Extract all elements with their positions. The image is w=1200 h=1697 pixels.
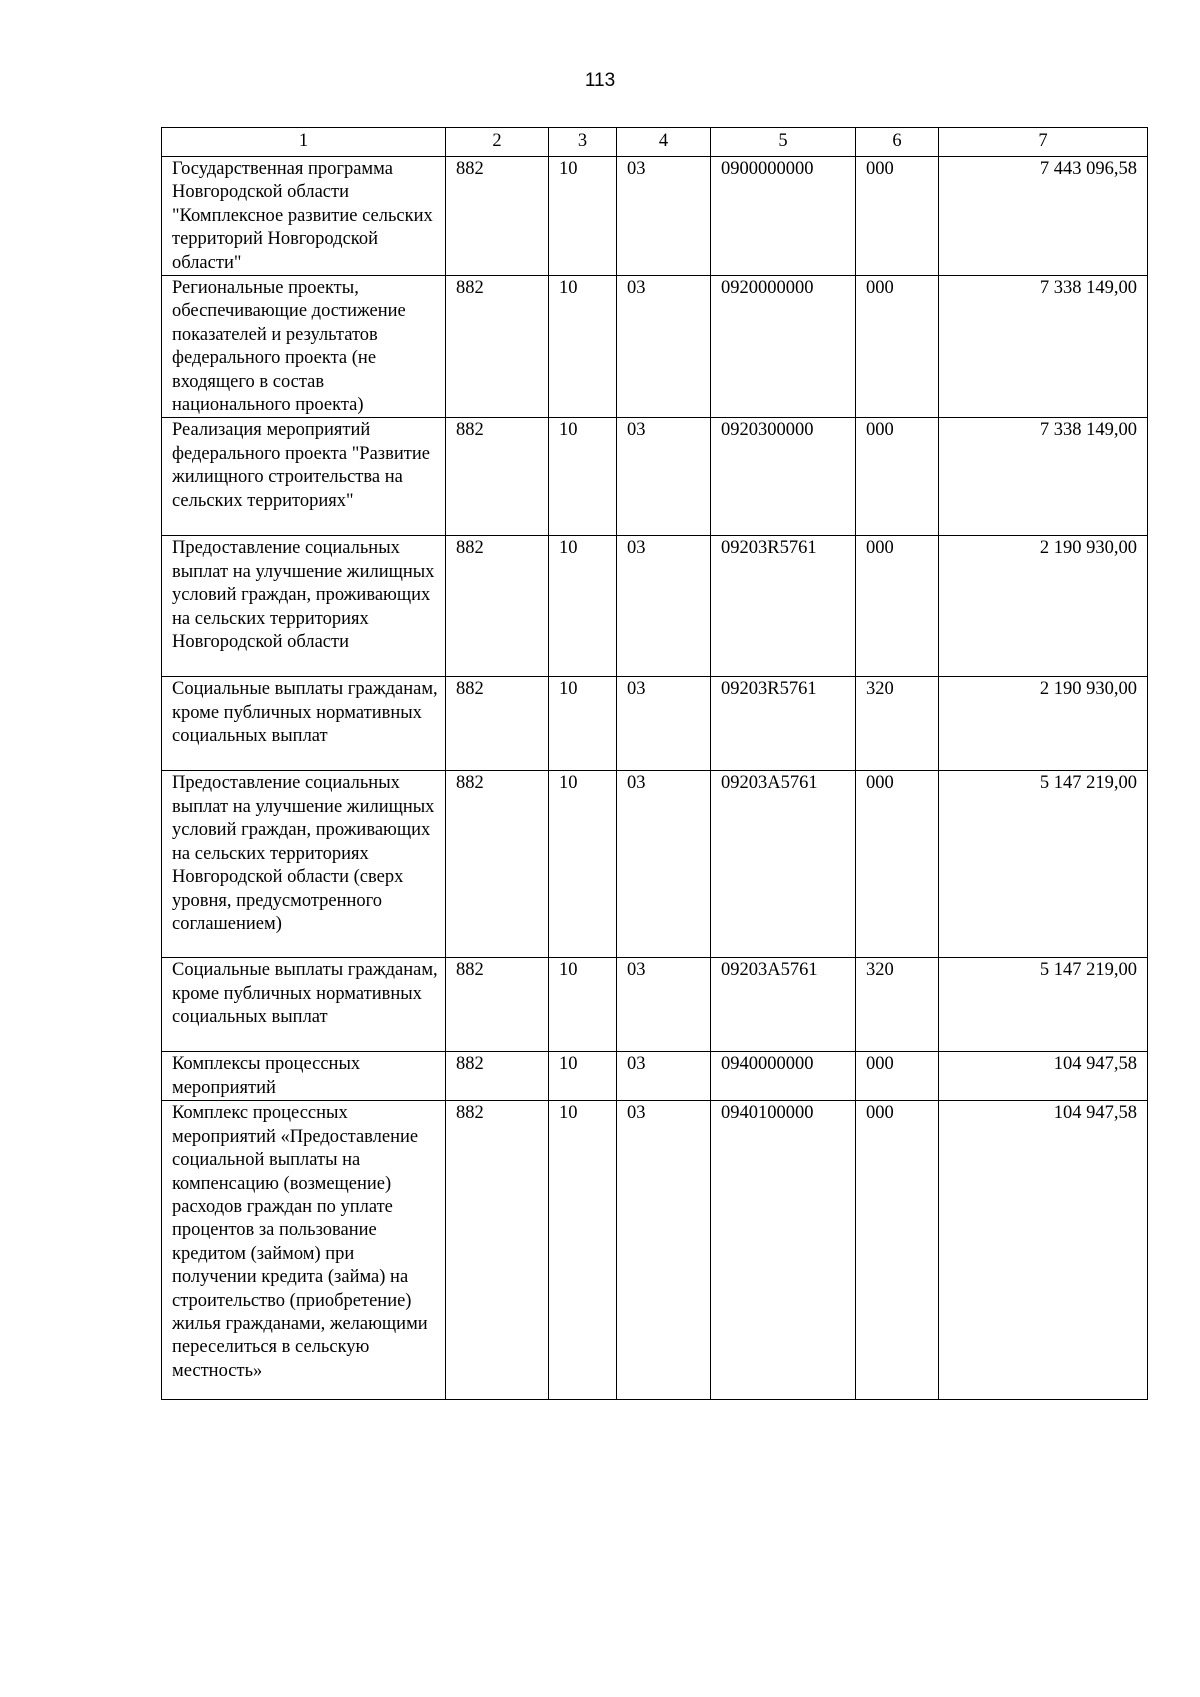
cell-target-code: 0900000000 bbox=[711, 157, 856, 276]
cell-ministry-code: 882 bbox=[446, 276, 549, 418]
table-row bbox=[162, 677, 1148, 771]
budget-table bbox=[161, 127, 1148, 1400]
cell-section-code: 10 bbox=[549, 276, 617, 418]
table-row bbox=[162, 1101, 1148, 1400]
cell-amount: 5 147 219,00 bbox=[939, 771, 1148, 958]
cell-amount: 2 190 930,00 bbox=[939, 536, 1148, 677]
cell-ministry-code: 882 bbox=[446, 771, 549, 958]
cell-section-code: 10 bbox=[549, 677, 617, 771]
cell-target-code: 09203А5761 bbox=[711, 771, 856, 958]
table-header-row bbox=[162, 128, 1148, 157]
cell-target-code: 0920000000 bbox=[711, 276, 856, 418]
cell-ministry-code: 882 bbox=[446, 958, 549, 1052]
cell-target-code: 09203А5761 bbox=[711, 958, 856, 1052]
row-name: Социальные выплаты гражданам, кроме публичных нормативных социальных выплат bbox=[162, 677, 446, 771]
row-name: Комплекс процессных мероприятий «Предоставление социальной выплаты на компенсацию (возмещение) расходов граждан по уплате процентов за пользование кредитом (займом) при получении кредита (займа) на строительство (приобретение) жилья гражданами, желающими переселиться в сельскую местность» bbox=[162, 1101, 446, 1400]
cell-expense-type: 000 bbox=[856, 418, 939, 536]
cell-target-code: 09203R5761 bbox=[711, 677, 856, 771]
row-name: Региональные проекты, обеспечивающие достижение показателей и результатов федерального проекта (не входящего в состав национального проекта) bbox=[162, 276, 446, 418]
cell-ministry-code: 882 bbox=[446, 418, 549, 536]
cell-expense-type: 000 bbox=[856, 536, 939, 677]
cell-section-code: 10 bbox=[549, 1052, 617, 1101]
table-row bbox=[162, 958, 1148, 1052]
cell-expense-type: 000 bbox=[856, 276, 939, 418]
cell-expense-type: 000 bbox=[856, 771, 939, 958]
cell-subsection-code: 03 bbox=[617, 276, 711, 418]
cell-ministry-code: 882 bbox=[446, 1101, 549, 1400]
row-name: Комплексы процессных мероприятий bbox=[162, 1052, 446, 1101]
cell-expense-type: 000 bbox=[856, 1052, 939, 1101]
table-row bbox=[162, 1052, 1148, 1101]
cell-amount: 5 147 219,00 bbox=[939, 958, 1148, 1052]
cell-amount: 2 190 930,00 bbox=[939, 677, 1148, 771]
cell-ministry-code: 882 bbox=[446, 157, 549, 276]
cell-target-code: 0920300000 bbox=[711, 418, 856, 536]
cell-amount: 104 947,58 bbox=[939, 1052, 1148, 1101]
cell-section-code: 10 bbox=[549, 418, 617, 536]
row-name: Предоставление социальных выплат на улучшение жилищных условий граждан, проживающих на сельских территориях Новгородской области (сверх уровня, предусмотренного соглашением) bbox=[162, 771, 446, 958]
cell-section-code: 10 bbox=[549, 157, 617, 276]
cell-subsection-code: 03 bbox=[617, 958, 711, 1052]
column-header: 1 bbox=[162, 128, 446, 157]
table-row bbox=[162, 536, 1148, 677]
cell-amount: 7 338 149,00 bbox=[939, 276, 1148, 418]
cell-subsection-code: 03 bbox=[617, 418, 711, 536]
column-header: 2 bbox=[446, 128, 549, 157]
cell-ministry-code: 882 bbox=[446, 677, 549, 771]
cell-target-code: 09203R5761 bbox=[711, 536, 856, 677]
cell-section-code: 10 bbox=[549, 1101, 617, 1400]
table-row bbox=[162, 276, 1148, 418]
cell-subsection-code: 03 bbox=[617, 771, 711, 958]
cell-target-code: 0940000000 bbox=[711, 1052, 856, 1101]
column-header: 6 bbox=[856, 128, 939, 157]
cell-subsection-code: 03 bbox=[617, 1052, 711, 1101]
table-row bbox=[162, 157, 1148, 276]
column-header: 5 bbox=[711, 128, 856, 157]
cell-section-code: 10 bbox=[549, 771, 617, 958]
cell-section-code: 10 bbox=[549, 536, 617, 677]
cell-expense-type: 000 bbox=[856, 157, 939, 276]
row-name: Реализация мероприятий федерального проекта "Развитие жилищного строительства на сельских территориях" bbox=[162, 418, 446, 536]
cell-target-code: 0940100000 bbox=[711, 1101, 856, 1400]
row-name: Государственная программа Новгородской области "Комплексное развитие сельских территорий Новгородской области" bbox=[162, 157, 446, 276]
cell-amount: 7 338 149,00 bbox=[939, 418, 1148, 536]
cell-ministry-code: 882 bbox=[446, 536, 549, 677]
table-row bbox=[162, 771, 1148, 958]
cell-expense-type: 320 bbox=[856, 958, 939, 1052]
cell-amount: 104 947,58 bbox=[939, 1101, 1148, 1400]
column-header: 3 bbox=[549, 128, 617, 157]
row-name: Предоставление социальных выплат на улучшение жилищных условий граждан, проживающих на сельских территориях Новгородской области bbox=[162, 536, 446, 677]
cell-amount: 7 443 096,58 bbox=[939, 157, 1148, 276]
column-header: 4 bbox=[617, 128, 711, 157]
table-row bbox=[162, 418, 1148, 536]
cell-section-code: 10 bbox=[549, 958, 617, 1052]
page-number: 113 bbox=[584, 70, 616, 91]
cell-subsection-code: 03 bbox=[617, 536, 711, 677]
cell-expense-type: 000 bbox=[856, 1101, 939, 1400]
cell-subsection-code: 03 bbox=[617, 1101, 711, 1400]
row-name: Социальные выплаты гражданам, кроме публичных нормативных социальных выплат bbox=[162, 958, 446, 1052]
cell-ministry-code: 882 bbox=[446, 1052, 549, 1101]
cell-subsection-code: 03 bbox=[617, 677, 711, 771]
cell-subsection-code: 03 bbox=[617, 157, 711, 276]
cell-expense-type: 320 bbox=[856, 677, 939, 771]
column-header: 7 bbox=[939, 128, 1148, 157]
